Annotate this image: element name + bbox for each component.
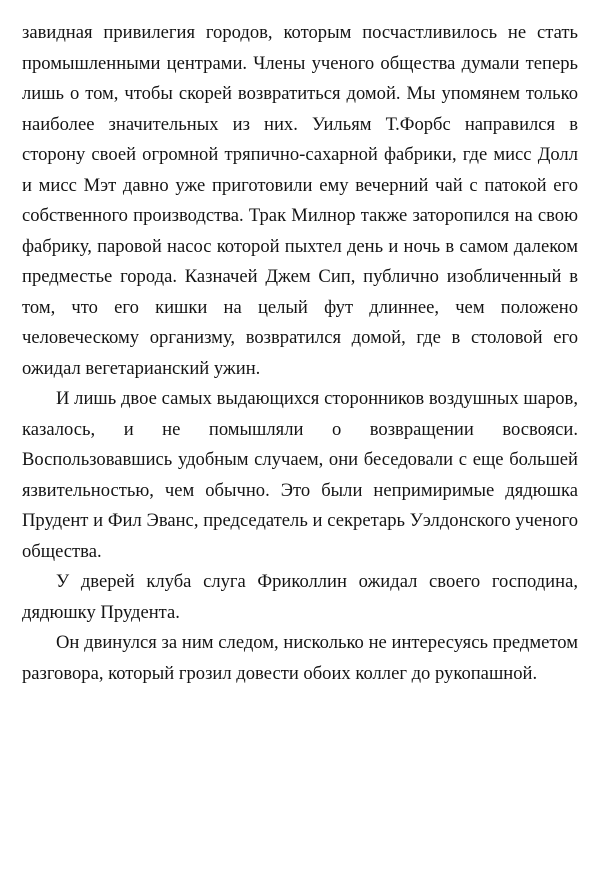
paragraph: Он двинулся за ним следом, нисколько не интересуясь предметом разговора, который грозил довести обоих коллег до рукопашной.	[22, 632, 578, 684]
paragraph: У дверей клуба слуга Фриколлин ожидал своего господина, дядюшку Прудента.	[22, 571, 578, 623]
paragraph: И лишь двое самых выдающихся сторонников воздушных шаров, казалось, и не помышляли о возвращении восвояси. Воспользовавшись удобным случаем, они беседовали с еще большей язвительностью, чем обычно. Это были непримиримые дядюшка Прудент и Фил Эванс, председатель и секретарь Уэлдонского ученого общества.	[22, 388, 578, 562]
paragraph: завидная привилегия городов, которым посчастливилось не стать промышленными центрами. Члены ученого общества думали теперь лишь о том, чтобы скорей возвратиться домой. Мы упомянем только наиболее значительных из них. Уильям Т.Форбс направился в сторону своей огромной тряпично-сахарной фабрики, где мисс Долл и мисс Мэт давно уже приготовили ему вечерний чай с патокой его собственного производства. Трак Милнор также заторопился на свою фабрику, паровой насос которой пыхтел день и ночь в самом далеком предместье города. Казначей Джем Сип, публично изобличенный в том, что его кишки на целый фут длиннее, чем положено человеческому организму, возвратился домой, где в столовой его ожидал вегетарианский ужин.	[22, 22, 578, 379]
page-text-block	[22, 18, 578, 689]
